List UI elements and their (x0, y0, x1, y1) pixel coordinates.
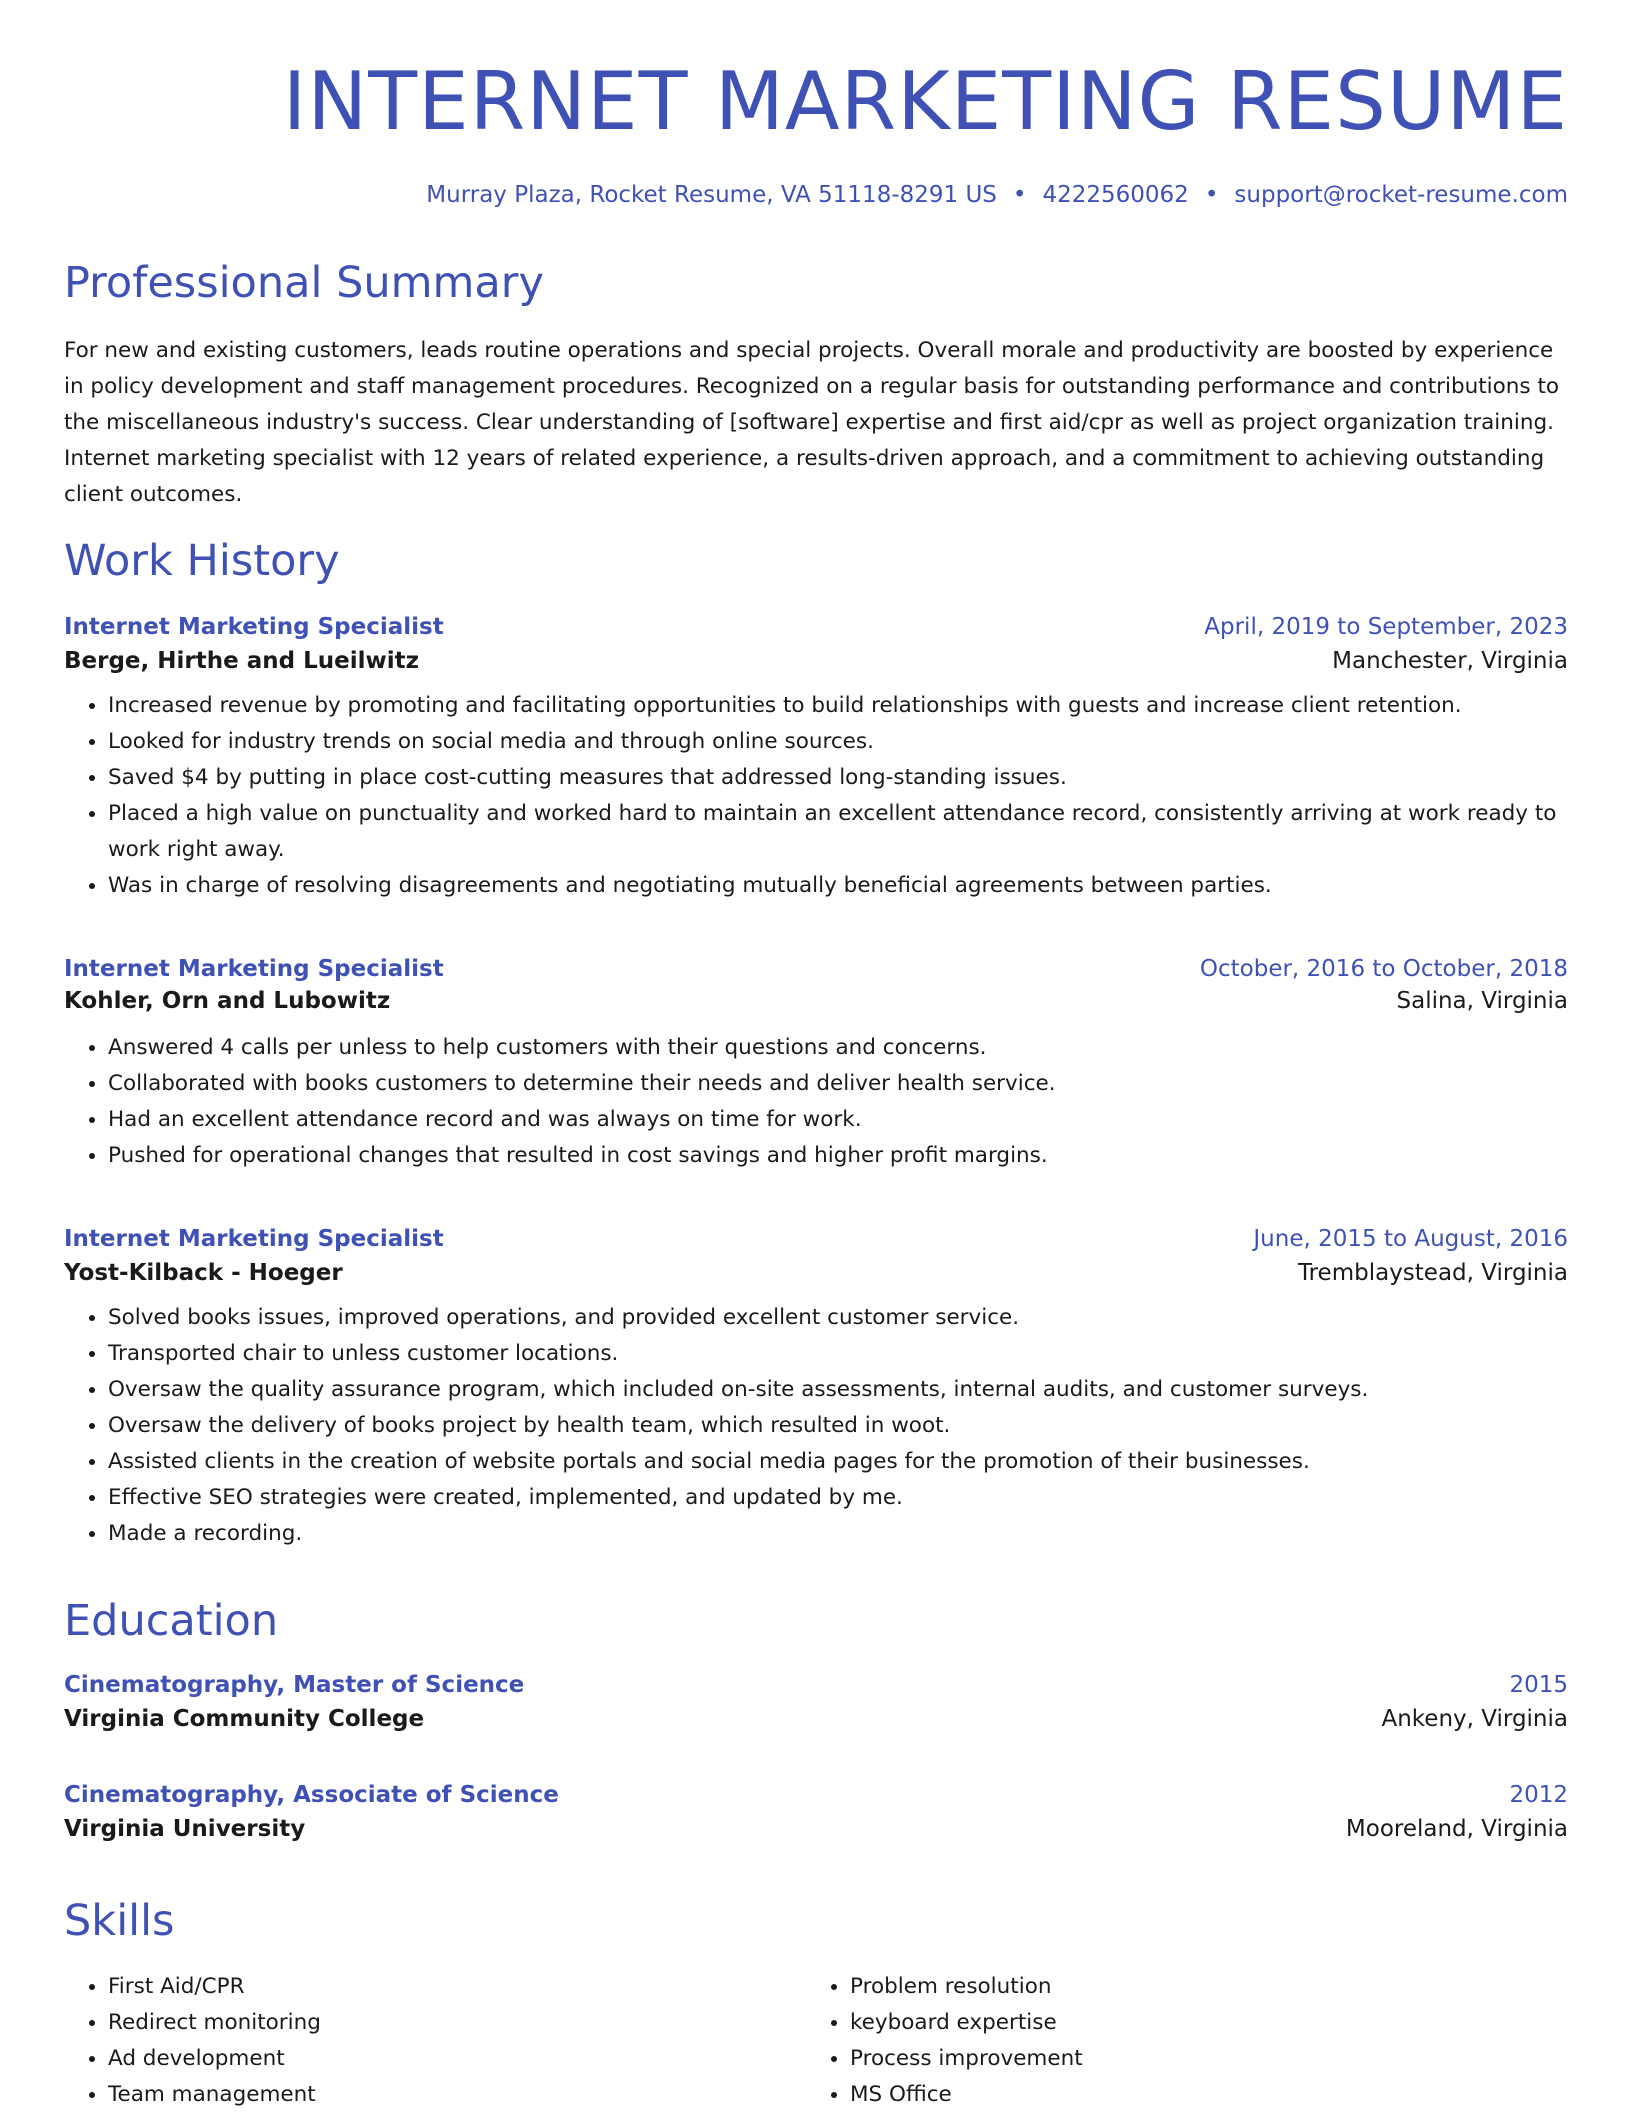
job-bullets (64, 1030, 1568, 1174)
list-item: • Increased revenue by promoting and facilitating opportunities to build relationships with guests and increase client retention. (108, 688, 1568, 724)
employer-name: Berge, Hirthe and Lueilwitz (64, 648, 420, 674)
contact-phone: 4222560062 (1042, 182, 1189, 208)
school-location: Mooreland, Virginia (1345, 1816, 1568, 1842)
job-bullets (64, 1300, 1568, 1552)
skill-item: • Process improvement (850, 2041, 1548, 2077)
degree: Cinematography, Associate of Science (64, 1782, 559, 1808)
list-item: • Effective SEO strategies were created, implemented, and updated by me. (108, 1480, 1568, 1516)
job-entry (64, 1226, 1568, 1552)
employer-name: Kohler, Orn and Lubowitz (64, 988, 391, 1014)
skills-list-right (806, 1969, 1548, 2113)
job-dates: October, 2016 to October, 2018 (1199, 956, 1568, 982)
skill-item: • Ad development (108, 2041, 806, 2077)
work-history-heading: Work History (64, 536, 340, 586)
job-title: Internet Marketing Specialist (64, 1226, 444, 1252)
list-item: • Collaborated with books customers to determine their needs and deliver health service. (108, 1066, 1568, 1102)
job-dates: June, 2015 to August, 2016 (1253, 1226, 1568, 1252)
job-entry (64, 614, 1568, 904)
skill-item: • MS Office (850, 2077, 1548, 2113)
education-section (64, 1596, 1568, 1646)
resume-title: INTERNET MARKETING RESUME (282, 55, 1568, 148)
education-entry (64, 1782, 1568, 1842)
contact-address: Murray Plaza, Rocket Resume, VA 51118-8291 US (426, 182, 997, 208)
summary-section (64, 258, 1568, 513)
job-bullets (64, 688, 1568, 904)
summary-text: For new and existing customers, leads routine operations and special projects. Overall morale and productivity are boosted by experience in policy development and staff management procedures. Recognized on a regular basis for outstanding performance and contributions to the miscellaneous industry's success. Clear understanding of [software] expertise and first aid/cpr as well as project organization training. Internet marketing specialist with 12 years of related experience, a results-driven approach, and a commitment to achieving outstanding client outcomes. (64, 338, 1560, 507)
education-entry (64, 1672, 1568, 1732)
job-title: Internet Marketing Specialist (64, 956, 444, 982)
skills-list-left (64, 1969, 806, 2113)
skill-item: • keyboard expertise (850, 2005, 1548, 2041)
graduation-year: 2015 (1509, 1672, 1568, 1698)
summary-heading: Professional Summary (64, 258, 544, 308)
job-location: Tremblaystead, Virginia (1297, 1260, 1568, 1286)
list-item: • Solved books issues, improved operations, and provided excellent customer service. (108, 1300, 1568, 1336)
job-location: Manchester, Virginia (1332, 648, 1568, 674)
skill-item: • Redirect monitoring (108, 2005, 806, 2041)
list-item: • Assisted clients in the creation of website portals and social media pages for the promotion of their businesses. (108, 1444, 1568, 1480)
job-dates: April, 2019 to September, 2023 (1204, 614, 1568, 640)
contact-separator: • (1204, 182, 1219, 208)
school-name: Virginia University (64, 1816, 306, 1842)
list-item: • Made a recording. (108, 1516, 1568, 1552)
graduation-year: 2012 (1509, 1782, 1568, 1808)
skills-section (64, 1896, 1568, 2113)
list-item: • Oversaw the delivery of books project by health team, which resulted in woot. (108, 1408, 1568, 1444)
job-entry (64, 956, 1568, 1174)
list-item: • Was in charge of resolving disagreements and negotiating mutually beneficial agreements between parties. (108, 868, 1568, 904)
contact-line (64, 182, 1568, 214)
school-location: Ankeny, Virginia (1381, 1706, 1568, 1732)
job-location: Salina, Virginia (1396, 988, 1568, 1014)
list-item: • Had an excellent attendance record and was always on time for work. (108, 1102, 1568, 1138)
list-item: • Pushed for operational changes that resulted in cost savings and higher profit margins. (108, 1138, 1568, 1174)
degree: Cinematography, Master of Science (64, 1672, 525, 1698)
skill-item: • First Aid/CPR (108, 1969, 806, 2005)
contact-separator: • (1012, 182, 1027, 208)
skill-item: • Problem resolution (850, 1969, 1548, 2005)
list-item: • Placed a high value on punctuality and worked hard to maintain an excellent attendance record, consistently arriving at work ready to work right away. (108, 796, 1568, 868)
employer-name: Yost-Kilback - Hoeger (64, 1260, 343, 1286)
job-title: Internet Marketing Specialist (64, 614, 444, 640)
list-item: • Transported chair to unless customer locations. (108, 1336, 1568, 1372)
resume-page (64, 0, 1568, 2107)
list-item: • Saved $4 by putting in place cost-cutting measures that addressed long-standing issues. (108, 760, 1568, 796)
school-name: Virginia Community College (64, 1706, 425, 1732)
contact-email[interactable]: support@rocket-resume.com (1234, 182, 1568, 208)
list-item: • Answered 4 calls per unless to help customers with their questions and concerns. (108, 1030, 1568, 1066)
list-item: • Oversaw the quality assurance program, which included on-site assessments, internal audits, and customer surveys. (108, 1372, 1568, 1408)
skill-item: • Team management (108, 2077, 806, 2113)
skills-heading: Skills (64, 1896, 175, 1946)
work-history-section (64, 536, 1568, 586)
list-item: • Looked for industry trends on social media and through online sources. (108, 724, 1568, 760)
education-heading: Education (64, 1596, 279, 1646)
